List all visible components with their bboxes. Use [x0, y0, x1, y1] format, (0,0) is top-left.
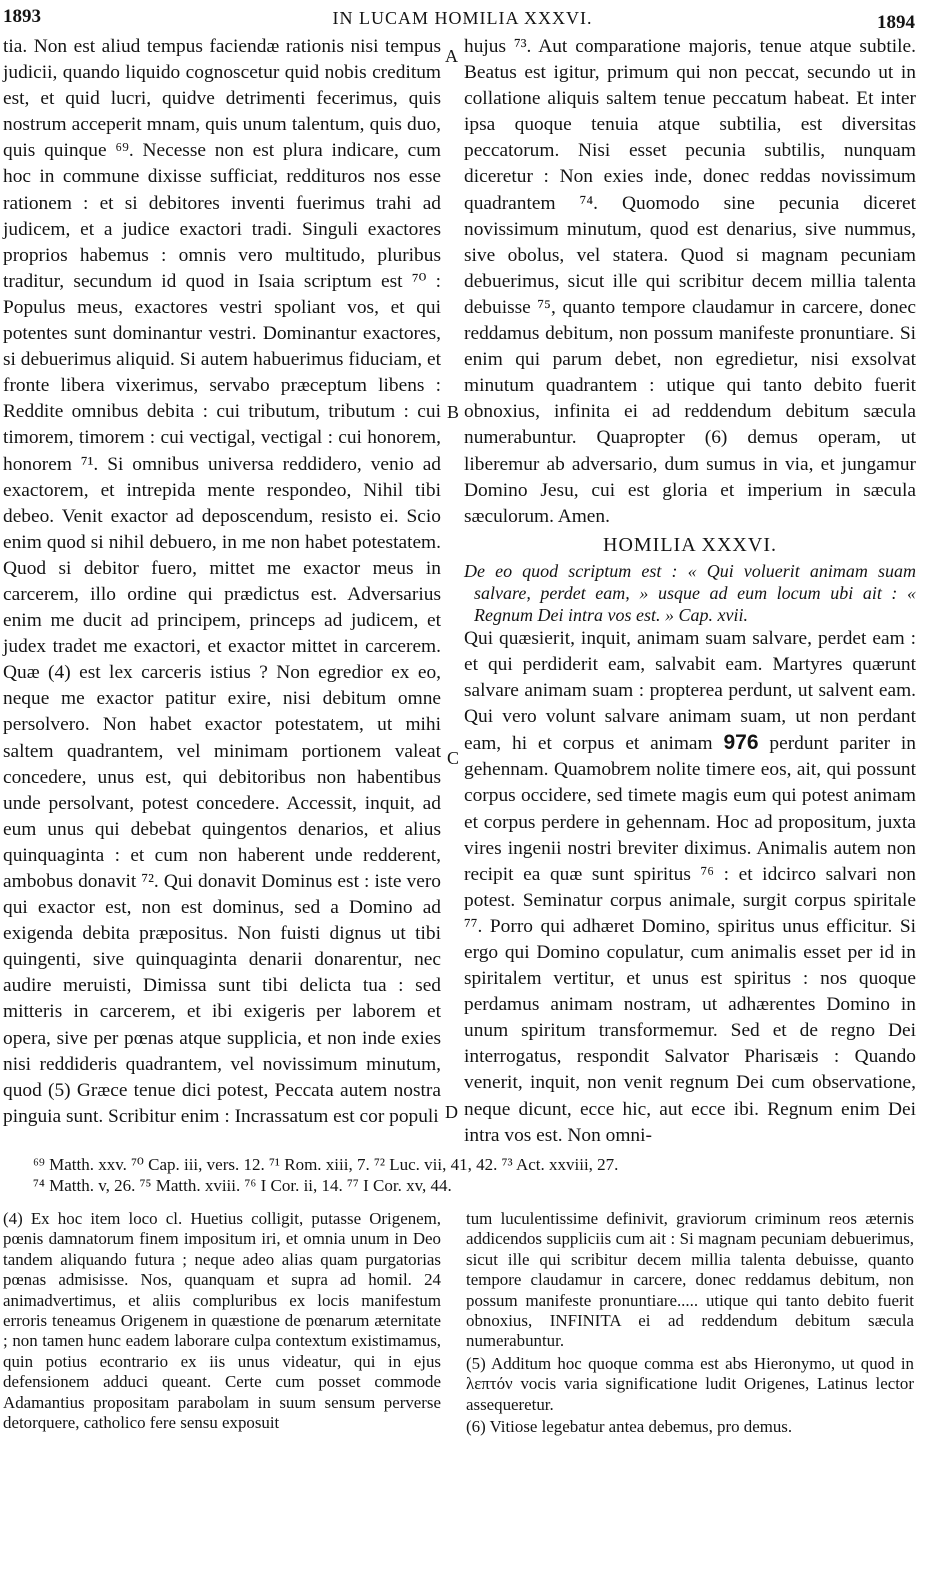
right-column-text-a: Qui quæsierit, inquit, animam suam salvare, perdet eam : et qui perdiderit eam, salvabit eam. Martyres quærunt salvare animam suam : propterea perdunt, ut salvent eam. Qui vero volunt salvare animam suam, ut non perdant eam, hi et corpus et animam: [464, 627, 916, 755]
margin-letter-c: C: [447, 748, 460, 768]
right-column-text-b: perdunt pariter in gehennam. Quamobrem nolite timere eos, ait, qui possunt corpus occidere, sed timete magis eum qui potest animam et corpus perdere in gehennam. Hoc ad propositum, juxta vires ingenii nostri breviter diximus. Animalis autem non recipit ea quæ sunt spiritus ⁷⁶ : et idcirco salvari non potest. Seminatur corpus animale, surgit corpus spiritale ⁷⁷. Porro qui adhæret Domino, spiritus unus efficitur. Si ergo qui Domino copulatur, cum animalis esset per id in spiritalem vertitur, et unus est spiritus : nos quoque perdamus animam nostram, ut adhærentes Domino in unum spiritum transformemur. Sed et de regno Dei interrogatus, respondit Salvator Pharisæis : Quando venerit, inquit, non venit regnum Dei cum observatione, neque dicunt, ecce hic, aut ecce ibi. Regnum enim Dei intra vos est. Non omni-: [464, 733, 917, 1146]
right-text-column: [464, 34, 916, 1149]
footnotes-right: [466, 1209, 914, 1439]
right-column-text-before: hujus ⁷³. Aut comparatione majoris, tenue atque subtile. Beatus est igitur, primum qui non peccat, secundo ut in collatione aliquis saltem tenue peccatum habeat. Et inter ipsa quoque tenuia atque subtilia, est diversitas peccatorum. Nisi esset pecunia subtilis, nunquam diceretur : Non exies inde, donec reddas novissimum quadrantem ⁷⁴. Quomodo sine pecunia diceret novissimum minutum, quod est denarius, sive nummus, sive obolus, vel statera. Quod si magnam pecuniam debuerimus, sicut ille qui scribitur decem millia talenta debuisse ⁷⁵, quanto tempore claudamur in carcere, donec reddamus debitum, non possum manifeste pronuntiare. Si enim qui parum debet, non egredietur, nisi exsolvat minutum quadrantem : utique qui tanto debito fuerit obnoxius, infinita ei ad reddendum debitum sæcula numerabuntur. Quapropter (6) demus operam, ut liberemur ab adversario, dum sumus in via, et jungamur Domino Jesu, cui est gloria et imperium in sæcula sæculorum. Amen.: [464, 36, 916, 527]
running-title: IN LUCAM HOMILIA XXXVI.: [332, 8, 593, 28]
column-number: 976: [723, 731, 759, 755]
homily-subtitle: De eo quod scriptum est : « Qui voluerit animam suam salvare, perdet eam, » usque ad eum locum ubi ait : « Regnum Dei intra vos est. » Cap. xvii.: [464, 560, 916, 625]
running-header: [0, 4, 925, 34]
footnote-4: (4) Ex hoc item loco cl. Huetius colligit, putasse Origenem, pœnis damnatorum finem impositum iri, et omnia unum in Deo tandem aliquando futura ; neque adeo alias quam purgatorias pœnas admisisse. Nos, quanquam et supra ad homil. 24 animadvertimus, et aliis compluribus ex locis manifestum erroris teneamus Origenem in quæstione de pœnarum æternitate ; non tamen hunc eadem laborare culpa contextum existimamus, quin potius econtrario ex iis unus videatur, qui in ejus defensionem adduci queant. Certe cum posset commode Adamantius propositam parabolam in suum sensum perverse detorquere, catholico fere sensu exposuit: [3, 1209, 441, 1433]
homily-title: HOMILIA XXXVI.: [603, 533, 777, 556]
page-number-right: 1894: [877, 12, 915, 33]
reference-line: ⁷⁴ Matth. v, 26. ⁷⁵ Matth. xviii. ⁷⁶ I Cor. ii, 14. ⁷⁷ I Cor. xv, 44.: [33, 1176, 452, 1195]
left-column-text: tia. Non est aliud tempus faciendæ rationis nisi tempus judicii, quando liquido cognoscetur quid nobis creditum est, et quid lucri, quidve detrimenti fecerimus, quis nostrum acceperit mnam, quis unum talentum, quis duo, quis quinque ⁶⁹. Necesse non est plura indicare, cum hoc in commune dixisse sufficiat, reddituros nos esse rationem : et si debitores inventi fuerimus trahi ad judicem, et a judice exactori tradi. Singuli exactores proprios habemus : omnis vero multitudo, pluribus traditur, secundum id quod in Isaia scriptum est ⁷⁰ : Populus meus, exactores vestri spoliant vos, et qui potentes sunt dominantur vestri. Dominantur exactores, si debuerimus aliquid. Si autem habuerimus fiduciam, et fronte libera vixerimus, servabo præceptum libens : Reddite omnibus debita : cui tributum, tributum : cui timorem, timorem : cui vectigal, vectigal : cui honorem, honorem ⁷¹. Si omnibus universa reddidero, venio ad exactorem, et intrepida mente respondeo, Nihil tibi debeo. Venit exactor ad deposcendum, resisto ei. Scio enim quod si nihil debuero, in me non habet potestatem. Quod si debitor fuero, mittet me exactor meus in carcerem, illo ordine qui prædictus est. Adversarius enim me ducit ad principem, princeps ad judicem, et judex tradet me exactori, et exactor mittet in carcerem. Quæ (4) est lex carceris istius ? Non egredior ex eo, neque me exactor patitur exire, nisi debitum omne persolvero. Non habet exactor potestatem, ut mihi saltem quadrantem, vel minimam portionem valeat concedere, unus est, qui debitoribus non habentibus unde persolvant, potest concedere. Accessit, inquit, ad eum unus qui debebat quingentos denarios, et alius quinquaginta : et cum non haberent unde redderent, ambobus donavit ⁷². Qui donavit Dominus est : iste vero qui exactor est, non est dominus, sed a Domino ad exigenda debita præpositus. Non fuisti dignus ut tibi quingenti, sive quinquaginta denarii donarentur, nec audire meruisti, Dimissa sunt tibi delicta tua : sed mitteris in carcerem, et ibi exigeris per laborem et opera, sive per pœnas atque supplicia, et non inde exies nisi reddideris quadrantem, vel novissimum minutum, quod (5) Græce tenue dici potest, Peccata autem nostra pinguia sunt. Scribitur enim : Incrassatum est cor populi: [3, 36, 441, 1127]
left-text-column: [3, 34, 441, 1130]
footnote-6: (6) Vitiose legebatur antea debemus, pro demus.: [466, 1417, 793, 1437]
footnote-5: (5) Additum hoc quoque comma est abs Hieronymo, ut quod in λεπτόν vocis varia significatione ludit Origenes, Latinus lector assequeretur.: [466, 1353, 914, 1414]
margin-letter-b: B: [447, 402, 460, 422]
footnote-4-continued: tum luculentissime definivit, graviorum criminum reos æternis addicendos suppliciis cum ait : Si magnam pecuniam debuerimus, sicut ille qui scribitur decem millia talenta debuisse, quanto tempore claudamur in carcere, donec reddamus debitum, non possum manifeste pronuntiare..... utique qui tanto debito fuerit obnoxius, INFINITA ei ad reddendum debitum sæcula numerabuntur.: [466, 1209, 914, 1351]
margin-letter-a: A: [445, 46, 458, 66]
footnotes-left: [3, 1209, 441, 1435]
scripture-references: [33, 1154, 913, 1196]
margin-letter-d: D: [445, 1102, 458, 1122]
page-number-left: 1893: [3, 6, 41, 27]
reference-line: ⁶⁹ Matth. xxv. ⁷⁰ Cap. iii, vers. 12. ⁷¹ Rom. xiii, 7. ⁷² Luc. vii, 41, 42. ⁷³ Act. xxviii, 27.: [33, 1155, 619, 1174]
